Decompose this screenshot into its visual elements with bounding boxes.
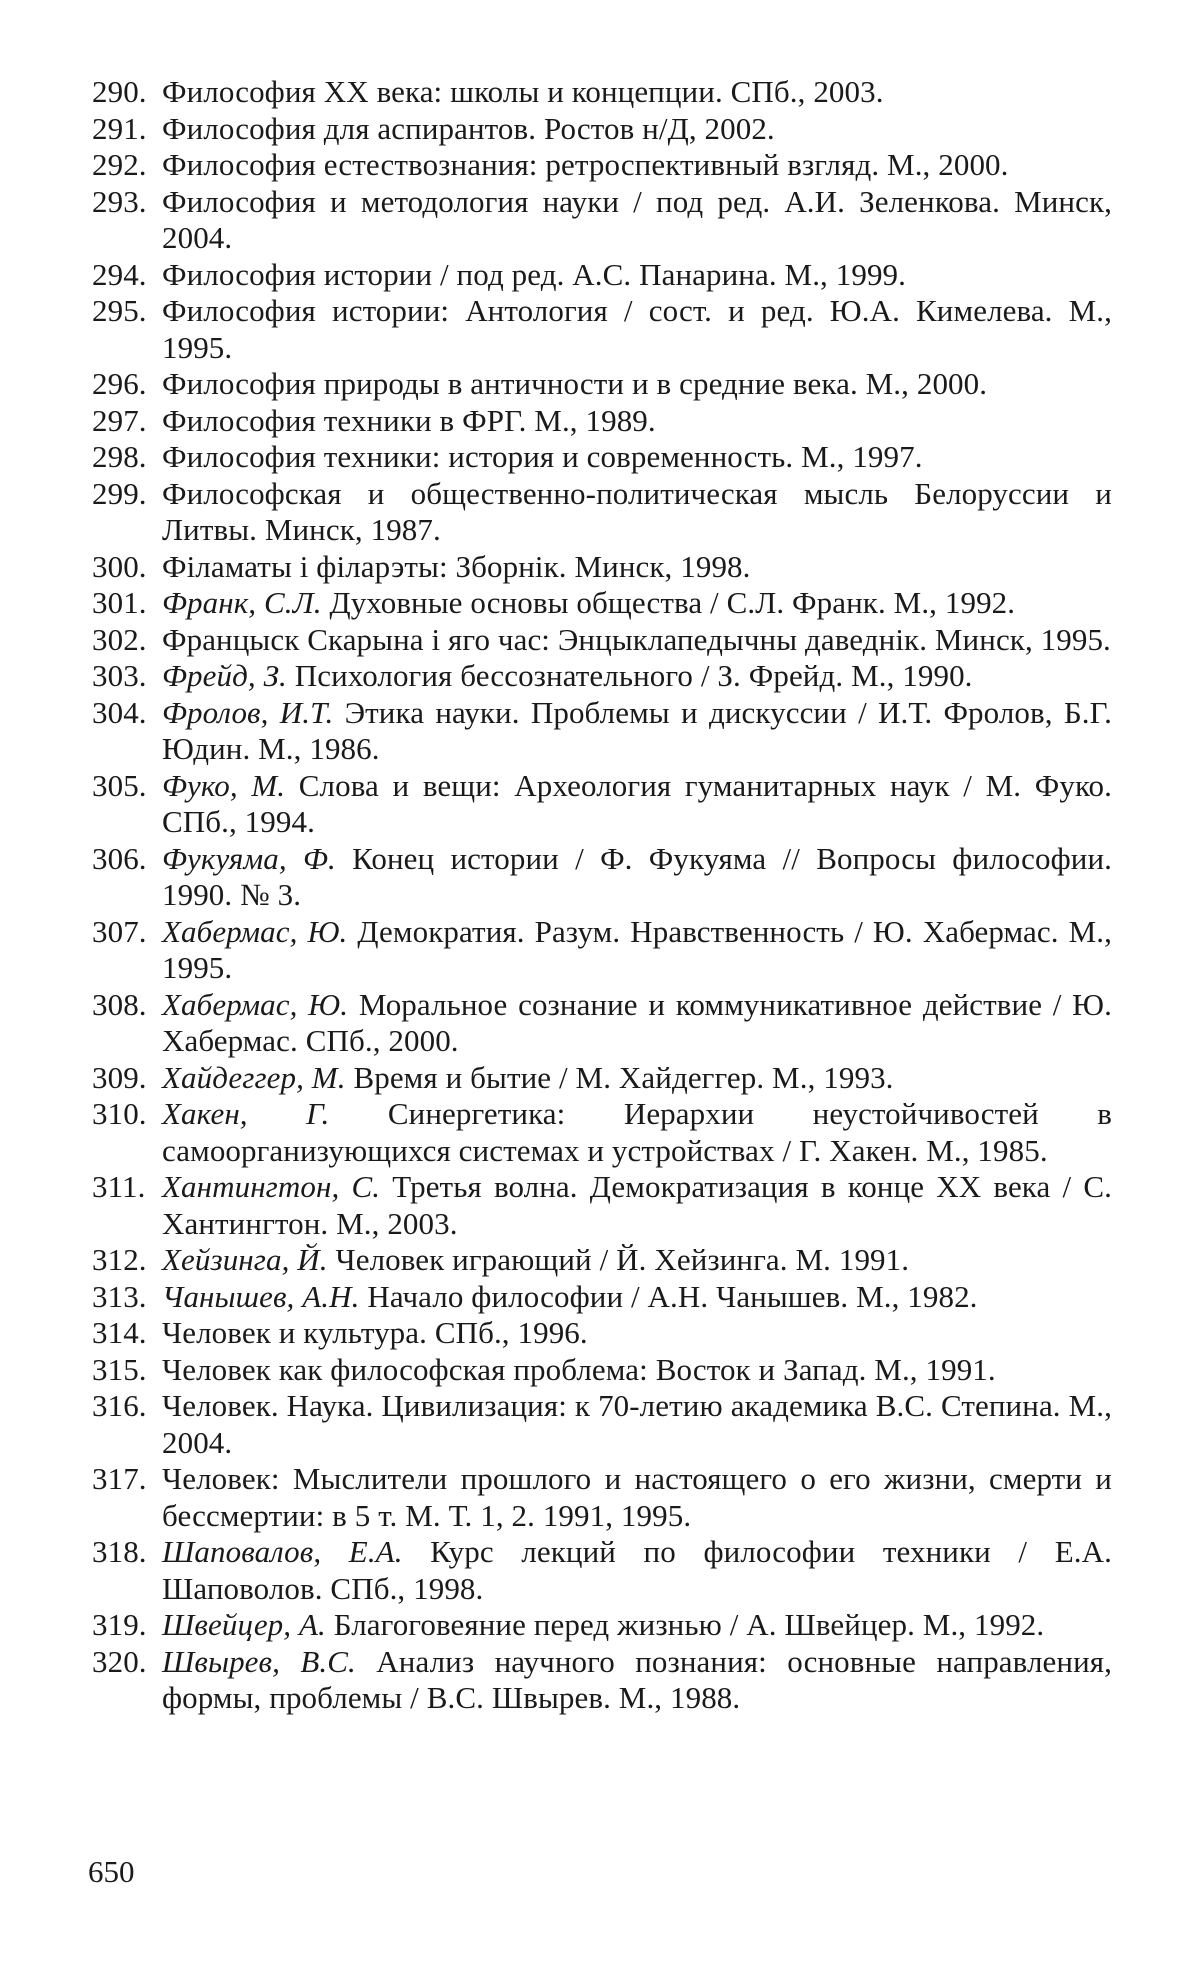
bibliography-entry [92,1315,1112,1352]
entry-number: 305. [92,767,147,803]
entry-number: 300. [92,548,147,584]
entry-author: Хабермас, Ю. [162,986,349,1022]
entry-number: 308. [92,986,147,1022]
entry-number: 294. [92,256,147,292]
entry-author: Чанышев, А.Н. [162,1278,360,1314]
bibliography-entry [92,1096,1112,1169]
entry-author: Фукуяма, Ф. [162,840,336,876]
entry-number: 298. [92,439,147,474]
entry-text: Конец истории / Ф. Фукуяма // Вопросы философии. 1990. № 3. [162,840,1112,912]
entry-number: 319. [92,1607,147,1642]
entry-number: 317. [92,1461,147,1496]
entry-text: Философия истории: Антология / сост. и ред. Ю.А. Кимелева. М., 1995. [162,293,1112,365]
bibliography-entry [92,658,1112,695]
bibliography-entry [92,111,1112,148]
entry-text: Время и бытие / М. Хайдеггер. М., 1993. [353,1059,894,1095]
entry-number: 301. [92,585,147,620]
entry-author: Хантингтон, С. [162,1169,381,1204]
bibliography-entry [92,768,1112,841]
bibliography-entry [92,147,1112,184]
bibliography-entry [92,439,1112,476]
bibliography-entry [92,1388,1112,1461]
entry-text: Человек как философская проблема: Восток и Запад. М., 1991. [162,1351,996,1387]
entry-author: Шаповалов, Е.А. [162,1534,403,1569]
bibliography-entry [92,914,1112,987]
entry-author: Фуко, М. [162,767,286,803]
bibliography-entry [92,622,1112,659]
entry-text: Человек и культура. СПб., 1996. [162,1315,588,1350]
entry-text: Благоговеяние перед жизнью / А. Швейцер. М., 1992. [333,1607,1045,1642]
bibliography-entry [92,476,1112,549]
entry-text: Философия техники в ФРГ. М., 1989. [162,402,656,438]
bibliography-entry [92,1534,1112,1607]
entry-text: Философия естествознания: ретроспективный взгляд. М., 2000. [162,147,1009,182]
entry-author: Франк, С.Л. [162,585,322,620]
bibliography-entry [92,1644,1112,1717]
bibliography-entry [92,585,1112,622]
bibliography-entry [92,695,1112,768]
entry-number: 299. [92,475,147,511]
entry-author: Швейцер, А. [162,1607,326,1642]
bibliography-entry [92,841,1112,914]
entry-text: Духовные основы общества / С.Л. Франк. М., 1992. [329,585,1016,620]
bibliography-entry [92,74,1112,111]
entry-number: 314. [92,1315,147,1350]
bibliography-entry [92,987,1112,1060]
page-number: 650 [88,1854,135,1889]
entry-author: Фролов, И.Т. [162,694,334,730]
entry-text: Анализ научного познания: основные направления, формы, проблемы / В.С. Швырев. М., 1988. [162,1643,1112,1715]
entry-text: Слова и вещи: Археология гуманитарных наук / М. Фуко. СПб., 1994. [162,767,1112,839]
entry-number: 304. [92,694,147,730]
bibliography-entry [92,403,1112,440]
entry-author: Фрейд, З. [162,658,287,693]
bibliography-entry [92,293,1112,366]
entry-number: 292. [92,147,147,182]
entry-number: 295. [92,293,147,328]
entry-text: Философия природы в античности и в средние века. М., 2000. [162,366,988,401]
entry-number: 296. [92,366,147,401]
entry-number: 310. [92,1096,147,1131]
entry-number: 290. [92,74,147,109]
entry-number: 316. [92,1388,147,1423]
entry-number: 313. [92,1278,147,1314]
entry-number: 302. [92,621,147,657]
entry-text: Этика науки. Проблемы и дискуссии / И.Т. Фролов, Б.Г. Юдин. М., 1986. [162,694,1112,766]
entry-number: 309. [92,1059,147,1095]
entry-author: Швырев, В.С. [162,1643,356,1679]
entry-text: Психология бессознательного / З. Фрейд. М., 1990. [294,658,973,693]
entry-author: Хабермас, Ю. [162,913,348,949]
entry-number: 303. [92,658,147,693]
entry-author: Хайдеггер, М. [162,1059,346,1095]
entry-number: 312. [92,1242,147,1277]
entry-number: 293. [92,183,147,219]
entry-text: Философия для аспирантов. Ростов н/Д, 2002. [162,110,775,146]
entry-text: Третья волна. Демократизация в конце XX века / С. Хантингтон. М., 2003. [162,1169,1112,1241]
entry-number: 311. [92,1169,146,1204]
bibliography-entry [92,1461,1112,1534]
bibliography-entry [92,184,1112,257]
entry-author: Хакен, Г. [162,1096,330,1131]
entry-text: Моральное сознание и коммуникативное действие / Ю. Хабермас. СПб., 2000. [162,986,1112,1058]
entry-author: Хейзинга, Й. [162,1242,328,1277]
entry-text: Начало философии / А.Н. Чанышев. М., 1982. [367,1278,978,1314]
entry-number: 320. [92,1643,147,1679]
entry-number: 306. [92,840,147,876]
bibliography-entry [92,1242,1112,1279]
bibliography-entry [92,1169,1112,1242]
entry-text: Курс лекций по философии техники / Е.А. Шаповолов. СПб., 1998. [162,1534,1112,1606]
entry-text: Философия техники: история и современность. М., 1997. [162,439,923,474]
entry-text: Человек: Мыслители прошлого и настоящего о его жизни, смерти и бессмертии: в 5 т. М. Т. 1, 2. 1991, 1995. [162,1461,1112,1533]
entry-text: Философия истории / под ред. А.С. Панарина. М., 1999. [162,256,907,292]
entry-text: Синергетика: Иерархии неустойчивостей в самоорганизующихся системах и устройствах / Г. Хакен. М., 1985. [162,1096,1112,1168]
entry-text: Философская и общественно-политическая мысль Белоруссии и Литвы. Минск, 1987. [162,475,1112,547]
entry-text: Философия и методология науки / под ред. А.И. Зеленкова. Минск, 2004. [162,183,1112,255]
entry-text: Францыск Скарына і яго час: Энцыклапедычны даведнік. Минск, 1995. [162,621,1111,657]
entry-text: Демократия. Разум. Нравственность / Ю. Хабермас. М., 1995. [162,913,1112,985]
bibliography-entry [92,549,1112,586]
bibliography-entry [92,366,1112,403]
entry-number: 297. [92,402,147,438]
entry-number: 291. [92,110,147,146]
bibliography-entry [92,1060,1112,1097]
bibliography-list [92,74,1112,1717]
entry-text: Человек играющий / Й. Хейзинга. М. 1991. [335,1242,910,1277]
bibliography-entry [92,1352,1112,1389]
bibliography-entry [92,1607,1112,1644]
entry-text: Человек. Наука. Цивилизация: к 70-летию академика В.С. Степина. М., 2004. [162,1388,1112,1460]
entry-number: 307. [92,913,147,949]
entry-text: Философия XX века: школы и концепции. СПб., 2003. [162,74,884,109]
bibliography-entry [92,1279,1112,1316]
bibliography-entry [92,257,1112,294]
entry-number: 315. [92,1351,147,1387]
entry-number: 318. [92,1534,147,1569]
entry-text: Філаматы і філарэты: Зборнік. Минск, 1998. [162,548,751,584]
